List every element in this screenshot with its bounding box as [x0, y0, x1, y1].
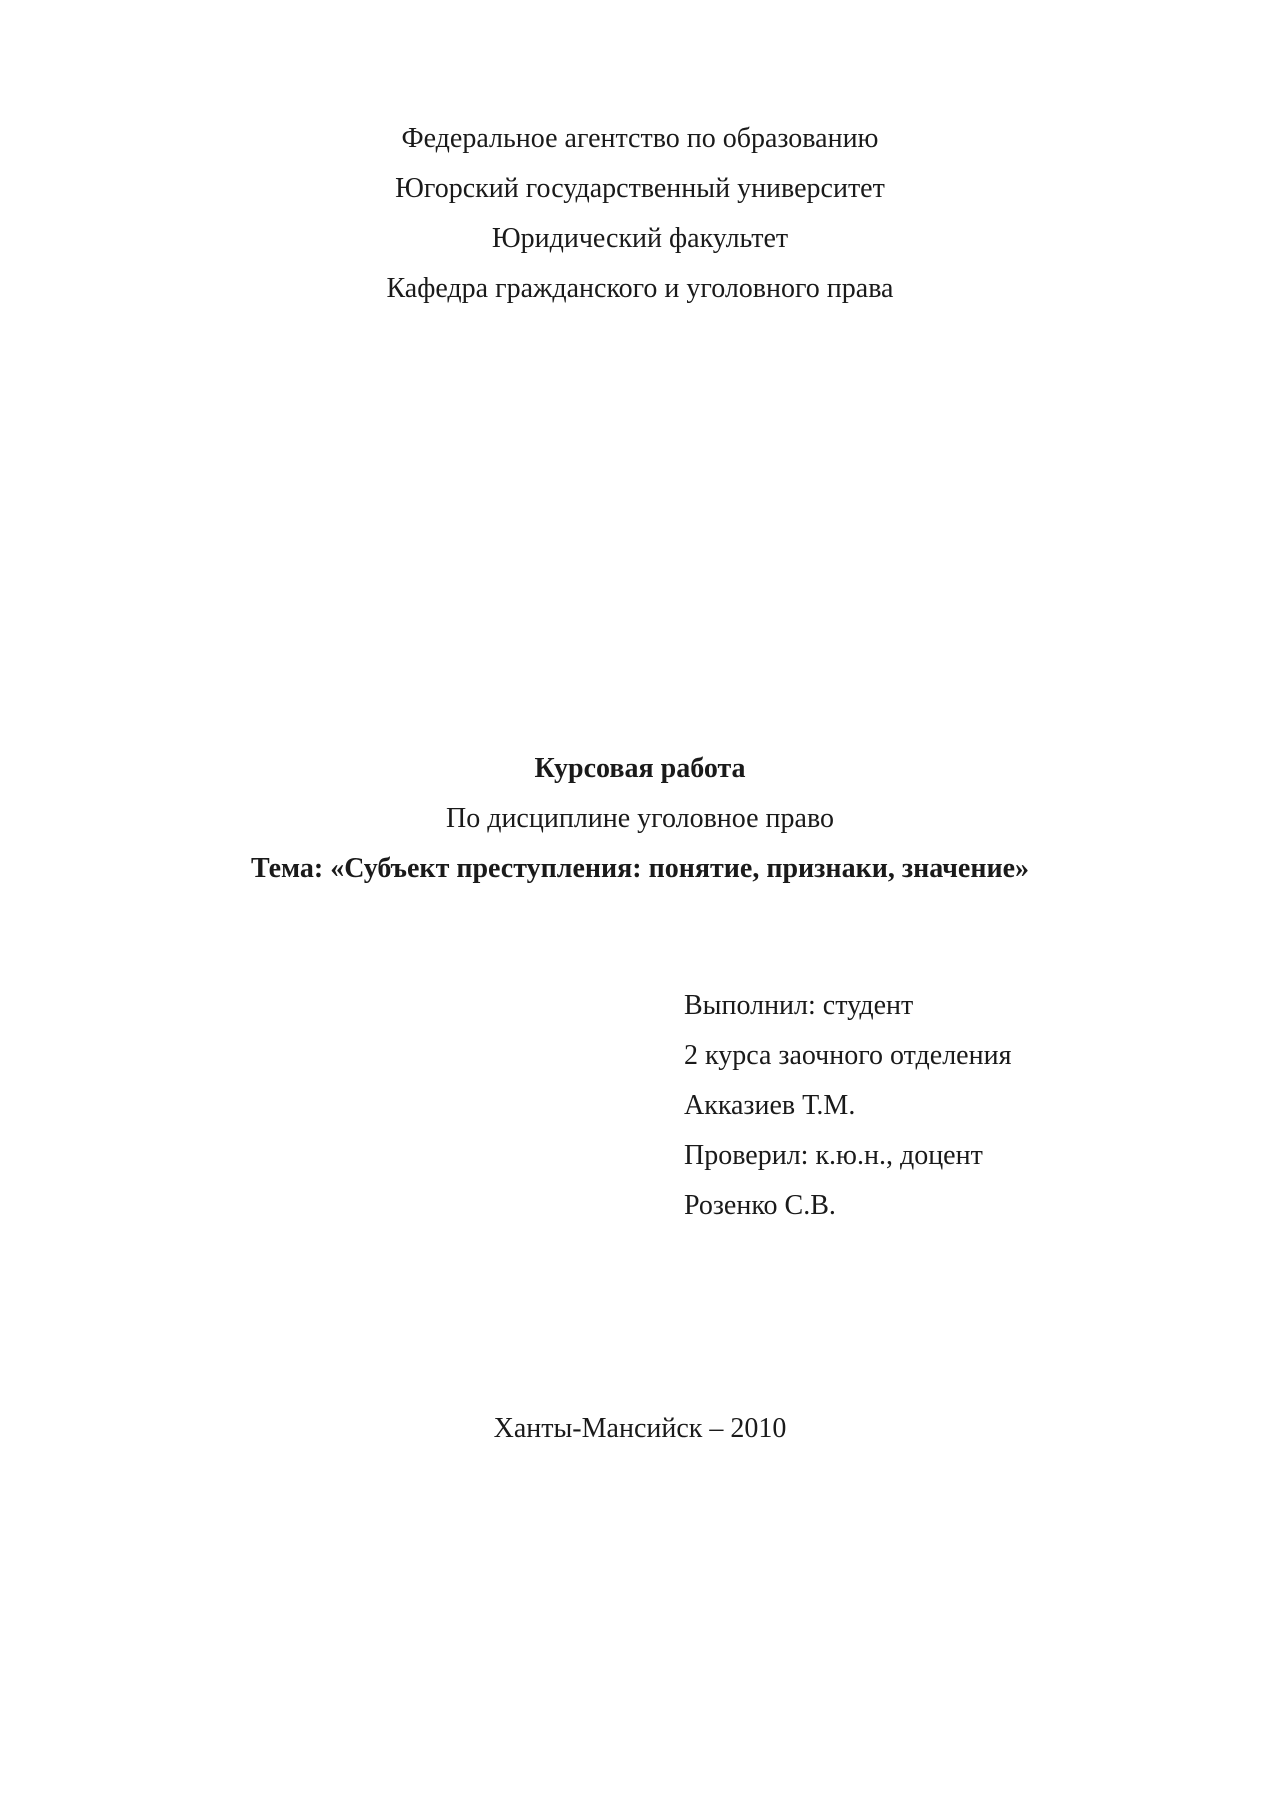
course-line: 2 курса заочного отделения [684, 1040, 1012, 1071]
city-year-line: Ханты-Мансийск – 2010 [493, 1413, 787, 1444]
student-name-line: Акказиев Т.М. [684, 1090, 856, 1121]
faculty-line: Юридический факультет [491, 223, 789, 254]
work-type-title: Курсовая работа [534, 753, 746, 784]
checked-by-line: Проверил: к.ю.н., доцент [684, 1140, 983, 1171]
university-line: Югорский государственный университет [395, 173, 885, 204]
teacher-name-line: Розенко С.В. [684, 1190, 836, 1221]
department-line: Кафедра гражданского и уголовного права [386, 273, 894, 304]
discipline-line: По дисциплине уголовное право [445, 803, 834, 834]
performed-by-line: Выполнил: студент [684, 990, 914, 1021]
topic-line: Тема: «Субъект преступления: понятие, признаки, значение» [250, 853, 1030, 884]
agency-line: Федеральное агентство по образованию [401, 123, 879, 154]
